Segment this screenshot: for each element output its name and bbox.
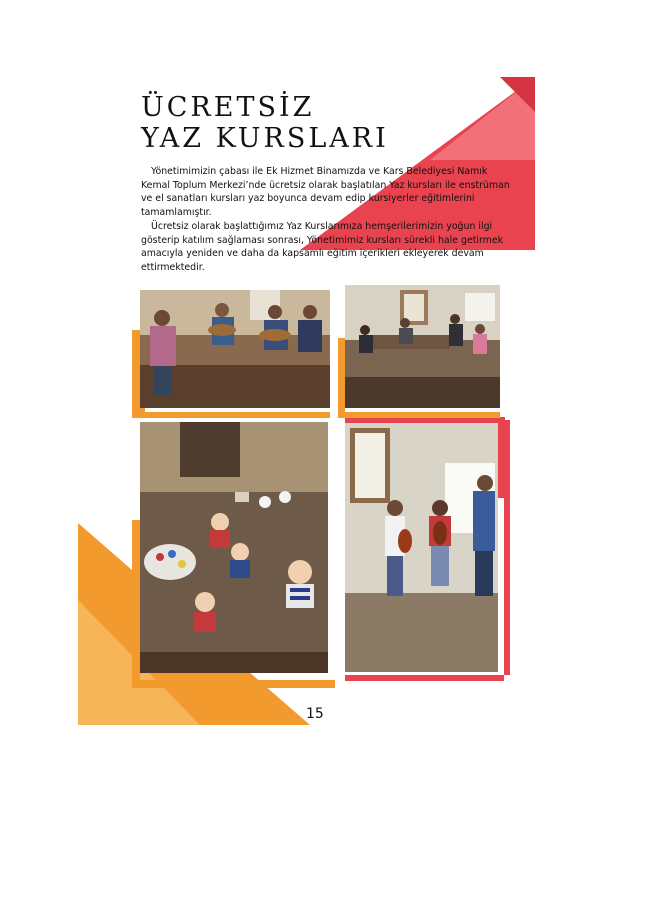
page-title bbox=[141, 92, 389, 154]
photo-classroom-music-lesson bbox=[345, 285, 500, 408]
photo-violin-lesson bbox=[345, 423, 498, 672]
paragraph-2: Ücretsiz olarak başlattığımız Yaz Kurslarımıza hemşerilerimizin yoğun ilgi gösterip katılım sağlaması sonrası, Yönetimimiz kursları sürekli hale getirmek amacıyla yeniden ve daha da kapsamlı eğitim içerikleri ekleyerek devam ettirmektedir. bbox=[141, 220, 504, 273]
title-line-1: ÜCRETSİZ bbox=[141, 92, 315, 123]
title-line-2: YAZ KURSLARI bbox=[141, 123, 389, 154]
photo-music-lesson-guitars bbox=[140, 290, 330, 408]
body-text bbox=[141, 165, 516, 275]
paragraph-1: Yönetimimizin çabası ile Ek Hizmet Binamızda ve Kars Belediyesi Namık Kemal Toplum Merkezi’nde ücretsiz olarak başlatılan Yaz kursları ile enstrüman ve el sanatları kursları yaz boyunca devam edip kursiyerler eğitimlerini tamamlamıştır. bbox=[141, 166, 510, 219]
photo-handcraft-figures bbox=[140, 422, 328, 673]
page-number: 15 bbox=[306, 706, 324, 722]
